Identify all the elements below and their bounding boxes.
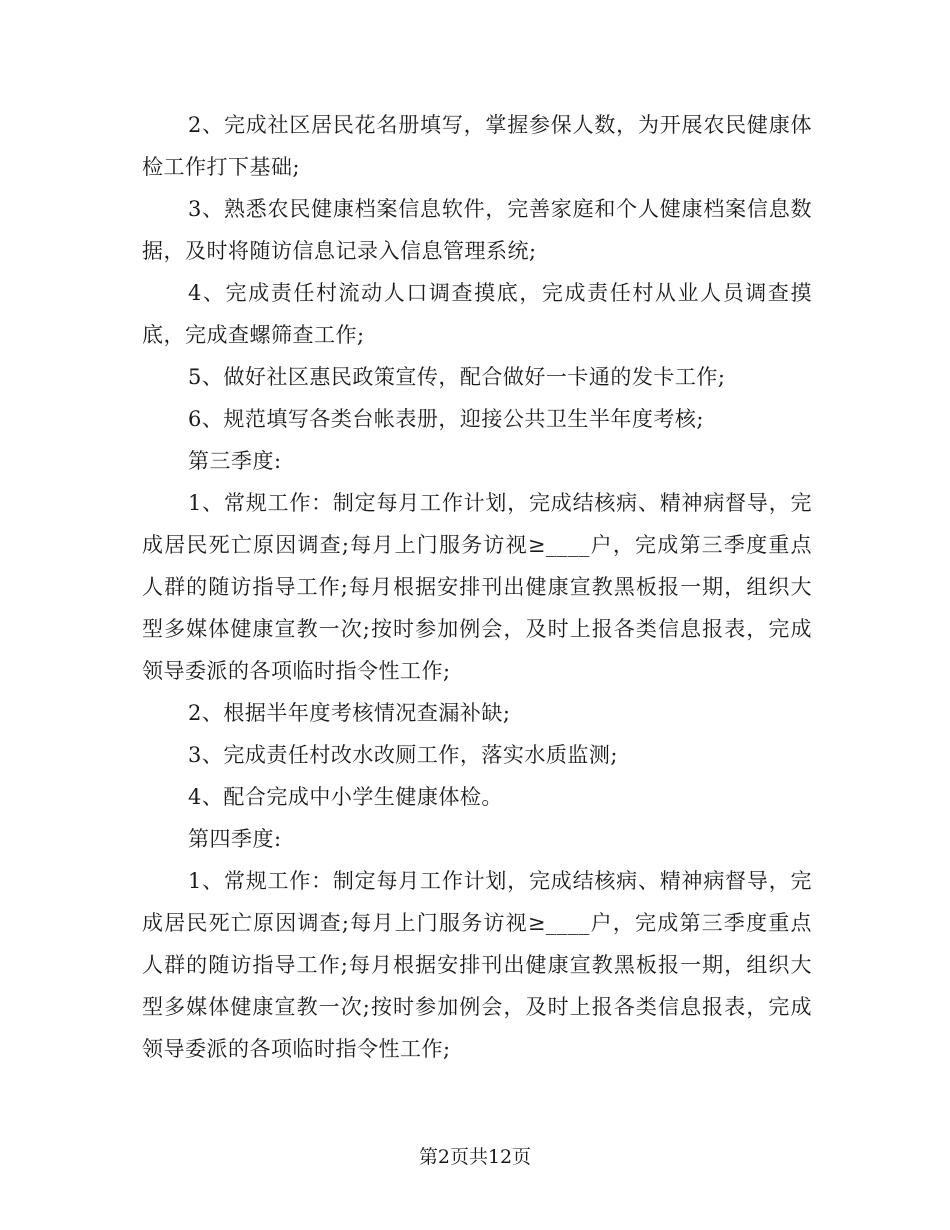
document-body xyxy=(142,104,812,1070)
paragraph-item-5: 5、做好社区惠民政策宣传，配合做好一卡通的发卡工作; xyxy=(188,365,726,389)
paragraph-item-3: 3、熟悉农民健康档案信息软件，完善家庭和个人健康档案信息数据，及时将随访信息记录入信息管理系统; xyxy=(142,197,812,263)
page-number-footer: 第2页共12页 xyxy=(418,1146,532,1168)
paragraph-q3-item-1: 1、常规工作：制定每月工作计划，完成结核病、精神病督导，完成居民死亡原因调查;每月上门服务访视≥____户，完成第三季度重点人群的随访指导工作;每月根据安排刊出健康宣教黑板报一期，组织大型多媒体健康宣教一次;按时参加例会，及时上报各类信息报表，完成领导委派的各项临时指令性工作; xyxy=(142,491,812,683)
section-heading-q3: 第三季度: xyxy=(188,449,282,473)
section-heading-q4: 第四季度: xyxy=(188,827,282,851)
paragraph-q3-item-2: 2、根据半年度考核情况查漏补缺; xyxy=(188,701,511,725)
paragraph-q4-item-1: 1、常规工作：制定每月工作计划，完成结核病、精神病督导，完成居民死亡原因调查;每月上门服务访视≥____户，完成第三季度重点人群的随访指导工作;每月根据安排刊出健康宣教黑板报一期，组织大型多媒体健康宣教一次;按时参加例会，及时上报各类信息报表，完成领导委派的各项临时指令性工作; xyxy=(142,869,812,1061)
paragraph-q3-item-3: 3、完成责任村改水改厕工作，落实水质监测; xyxy=(188,743,618,767)
paragraph-item-6: 6、规范填写各类台帐表册，迎接公共卫生半年度考核; xyxy=(188,407,704,431)
paragraph-item-4: 4、完成责任村流动人口调查摸底，完成责任村从业人员调查摸底，完成查螺筛查工作; xyxy=(142,281,812,347)
paragraph-item-2: 2、完成社区居民花名册填写，掌握参保人数，为开展农民健康体检工作打下基础; xyxy=(142,113,812,179)
paragraph-q3-item-4: 4、配合完成中小学生健康体检。 xyxy=(188,785,503,809)
